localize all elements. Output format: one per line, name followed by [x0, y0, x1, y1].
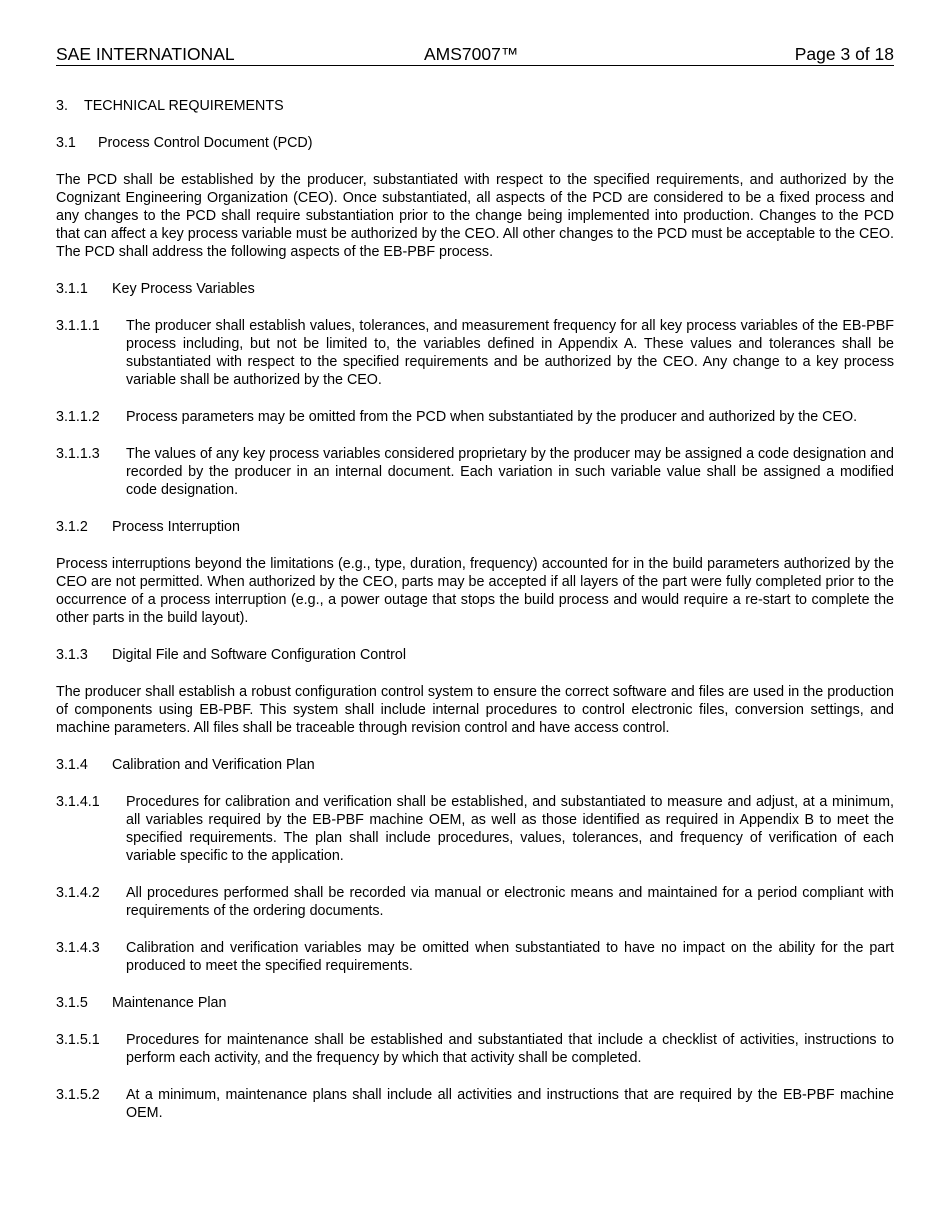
subsection-number: 3.1.1: [56, 281, 88, 297]
clause-text: Calibration and verification variables may be omitted when substantiated to have no impact on the ability for the part produced to meet the specified requirements.: [126, 940, 894, 974]
subsection-heading-3-1-5: [56, 994, 894, 1012]
clause-3-1-4-2: [56, 884, 894, 920]
clause-3-1-5-1: [56, 1031, 894, 1067]
subsection-title: Calibration and Verification Plan: [112, 757, 315, 773]
subsection-heading-3-1: [56, 134, 894, 152]
clause-text: Procedures for maintenance shall be established and substantiated that include a checklist of activities, instructions to perform each activity, and the frequency by which that activity shall be completed.: [126, 1032, 894, 1066]
clause-3-1-1-2: [56, 408, 894, 426]
subsection-heading-3-1-4: [56, 756, 894, 774]
page-header: [56, 43, 894, 66]
clause-text: All procedures performed shall be recorded via manual or electronic means and maintained for a period compliant with requirements of the ordering documents.: [126, 885, 894, 919]
paragraph-3-1: The PCD shall be established by the producer, substantiated with respect to the specified requirements, and authorized by the Cognizant Engineering Organization (CEO). Once substantiated, all aspects of the PCD are considered to be a fixed process and any changes to the PCD shall require substantiation prior to the change being implemented into production. Changes to the PCD that can affect a key process variable must be authorized by the CEO. All other changes to the PCD must be acceptable to the CEO. The PCD shall address the following aspects of the EB-PBF process.: [56, 172, 894, 260]
subsection-number: 3.1.4: [56, 757, 88, 773]
clause-3-1-5-2: [56, 1086, 894, 1122]
clause-number: 3.1.1.1: [56, 318, 100, 334]
subsection-heading-3-1-3: [56, 646, 894, 664]
subsection-title: Maintenance Plan: [112, 995, 227, 1011]
section-heading: [56, 97, 894, 115]
header-page-number: Page 3 of 18: [794, 44, 894, 64]
subsection-number: 3.1.3: [56, 647, 88, 663]
header-doc-id: AMS7007™: [424, 44, 519, 64]
clause-number: 3.1.4.2: [56, 885, 100, 901]
clause-3-1-1-1: [56, 317, 894, 389]
clause-number: 3.1.1.3: [56, 446, 100, 462]
clause-number: 3.1.5.1: [56, 1032, 100, 1048]
subsection-number: 3.1: [56, 135, 76, 151]
subsection-title: Digital File and Software Configuration Control: [112, 647, 407, 663]
document-body: [56, 97, 894, 1122]
clause-number: 3.1.1.2: [56, 409, 100, 425]
subsection-title: Process Control Document (PCD): [98, 135, 313, 151]
clause-text: Process parameters may be omitted from the PCD when substantiated by the producer and authorized by the CEO.: [126, 409, 858, 425]
clause-number: 3.1.4.3: [56, 940, 100, 956]
clause-text: At a minimum, maintenance plans shall include all activities and instructions that are required by the EB-PBF machine OEM.: [126, 1087, 894, 1121]
subsection-heading-3-1-1: [56, 280, 894, 298]
subsection-number: 3.1.2: [56, 519, 88, 535]
clause-text: Procedures for calibration and verification shall be established, and substantiated to measure and adjust, at a minimum, all variables required by the EB-PBF machine OEM, as well as those identified as required in Appendix B to meet the specified requirements. The plan shall include procedures, values, tolerances, and frequency of verification of each variable specific to the application.: [126, 794, 894, 864]
clause-3-1-4-1: [56, 793, 894, 865]
paragraph-3-1-3: The producer shall establish a robust configuration control system to ensure the correct software and files are used in the production of components using EB-PBF. This system shall include internal procedures to control electronic files, conversion settings, and machine parameters. All files shall be traceable through revision control and have access control.: [56, 684, 894, 736]
clause-3-1-1-3: [56, 445, 894, 499]
clause-text: The producer shall establish values, tolerances, and measurement frequency for all key process variables of the EB-PBF process including, but not be limited to, the variables defined in Appendix A. These values and tolerances shall be substantiated with respect to the specified requirements and be authorized by the CEO. Any change to a key process variable shall be authorized by the CEO.: [126, 318, 894, 388]
subsection-number: 3.1.5: [56, 995, 88, 1011]
subsection-title: Process Interruption: [112, 519, 240, 535]
clause-number: 3.1.4.1: [56, 794, 100, 810]
subsection-title: Key Process Variables: [112, 281, 255, 297]
section-title: TECHNICAL REQUIREMENTS: [84, 98, 284, 114]
paragraph-3-1-2: Process interruptions beyond the limitations (e.g., type, duration, frequency) accounted for in the build parameters authorized by the CEO are not permitted. When authorized by the CEO, parts may be accepted if all layers of the part were fully completed prior to the occurrence of a process interruption (e.g., a power outage that stops the build process and would require a re-start to complete the other parts in the build layout).: [56, 556, 894, 626]
header-org: SAE INTERNATIONAL: [56, 44, 235, 64]
clause-3-1-4-3: [56, 939, 894, 975]
subsection-heading-3-1-2: [56, 518, 894, 536]
clause-number: 3.1.5.2: [56, 1087, 100, 1103]
clause-text: The values of any key process variables considered proprietary by the producer may be assigned a code designation and recorded by the producer in an internal document. Each variation in such variable value shall be assigned a modified code designation.: [126, 446, 894, 498]
section-number: 3.: [56, 98, 68, 114]
